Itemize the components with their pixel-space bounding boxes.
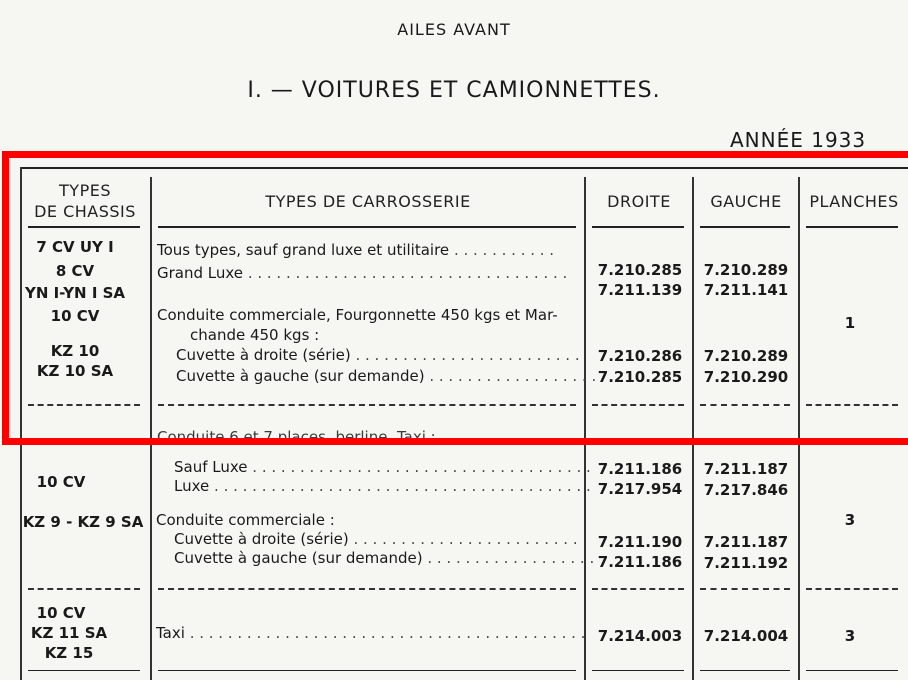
row-label: Luxe [174,477,210,495]
planche-value: 1 [844,314,856,332]
chassis-label: 10 CV [50,307,100,325]
table-row [174,549,594,567]
row-label: Conduite commerciale, Fourgonnette 450 kgs et Mar- [157,306,558,324]
chassis-label: KZ 15 [44,644,94,662]
group-separator [158,588,576,590]
bottom-rule [700,670,790,671]
bottom-rule [806,670,898,671]
page-title: I. — VOITURES ET CAMIONNETTES. [247,78,661,103]
leader-dots: . . . . . . . . . . . . . . . . . . . . . . . . . . . . . . . . . . . . . . . . [214,477,591,495]
table-row [174,530,578,548]
chassis-label: 8 CV [55,262,95,280]
header-carrosserie: TYPES DE CARROSSERIE [265,192,471,211]
row-label: Tous types, sauf grand luxe et utilitaire [157,241,450,259]
gauche-value: 7.210.289 [703,347,789,365]
header-chassis-line2: DE CHASSIS [34,202,136,221]
section-title: AILES AVANT [397,20,511,39]
droite-value: 7.210.285 [597,261,683,279]
gauche-value: 7.217.846 [703,481,789,499]
group-separator [806,588,898,590]
planche-value: 3 [844,627,856,645]
row-label: Cuvette à droite (série) [174,530,349,548]
header-droite: DROITE [607,192,671,211]
droite-value: 7.214.003 [597,627,683,645]
group-separator [700,588,790,590]
leader-dots: . . . . . . . . . . . . . . . . . . . . . . . . [355,346,580,364]
bottom-rule [158,670,576,671]
droite-value: 7.211.190 [597,533,683,551]
gauche-value: 7.211.141 [703,281,789,299]
table-row [156,624,585,642]
gauche-value: 7.211.192 [703,554,789,572]
row-label: Taxi [156,624,185,642]
droite-value: 7.210.286 [597,347,683,365]
gauche-value: 7.211.187 [703,533,789,551]
gauche-value: 7.210.290 [703,368,789,386]
chassis-label: YN I-YN I SA [24,284,126,302]
gauche-value: 7.211.187 [703,460,789,478]
leader-dots: . . . . . . . . . . . . . . . . . . [427,549,595,567]
partial-row-label: Conduite 6 et 7 places, berline, Taxi : [157,428,436,446]
group-separator [28,588,140,590]
row-label: Conduite commerciale : [156,511,335,529]
row-label: Grand Luxe [157,264,244,282]
row-label: chande 450 kgs : [190,326,320,344]
chassis-label: KZ 10 SA [36,362,114,380]
header-planches: PLANCHES [809,192,899,211]
row-label: Sauf Luxe [174,458,248,476]
chassis-label: 7 CV UY I [36,238,114,256]
chassis-label: 10 CV [36,473,86,491]
chassis-label: 10 CV [36,604,86,622]
year-label: ANNÉE 1933 [730,128,867,152]
group-separator [592,588,684,590]
row-label: Cuvette à gauche (sur demande) [176,367,425,385]
droite-value: 7.211.186 [597,460,683,478]
droite-value: 7.211.139 [597,281,683,299]
planche-value: 3 [844,511,856,529]
leader-dots: . . . . . . . . . . . [453,241,555,259]
chassis-label: KZ 10 [50,342,100,360]
table-row [156,511,335,529]
droite-value: 7.211.186 [597,553,683,571]
droite-value: 7.210.285 [597,368,683,386]
leader-dots: . . . . . . . . . . . . . . . . . . . . . . . . . . . . . . . . . . . . . . . . . . [189,624,586,642]
header-gauche: GAUCHE [710,192,782,211]
gauche-value: 7.214.004 [703,627,789,645]
row-label: Cuvette à gauche (sur demande) [174,549,423,567]
bottom-rule [28,670,140,671]
leader-dots: . . . . . . . . . . . . . . . . . . . . . . . . . . . . . . . . . . [247,264,568,282]
highlight-box [2,151,908,445]
chassis-label: KZ 9 - KZ 9 SA [22,513,144,531]
leader-dots: . . . . . . . . . . . . . . . . . . [429,367,597,385]
table-row [174,477,591,495]
gauche-value: 7.210.289 [703,261,789,279]
row-label: Cuvette à droite (série) [176,346,351,364]
droite-value: 7.217.954 [597,480,683,498]
leader-dots: . . . . . . . . . . . . . . . . . . . . . . . . [353,530,578,548]
bottom-rule [592,670,684,671]
leader-dots: . . . . . . . . . . . . . . . . . . . . . . . . . . . . . . . . . . . . [252,458,591,476]
header-chassis-line1: TYPES [59,181,111,200]
chassis-label: KZ 11 SA [30,624,108,642]
table-row [174,458,591,476]
